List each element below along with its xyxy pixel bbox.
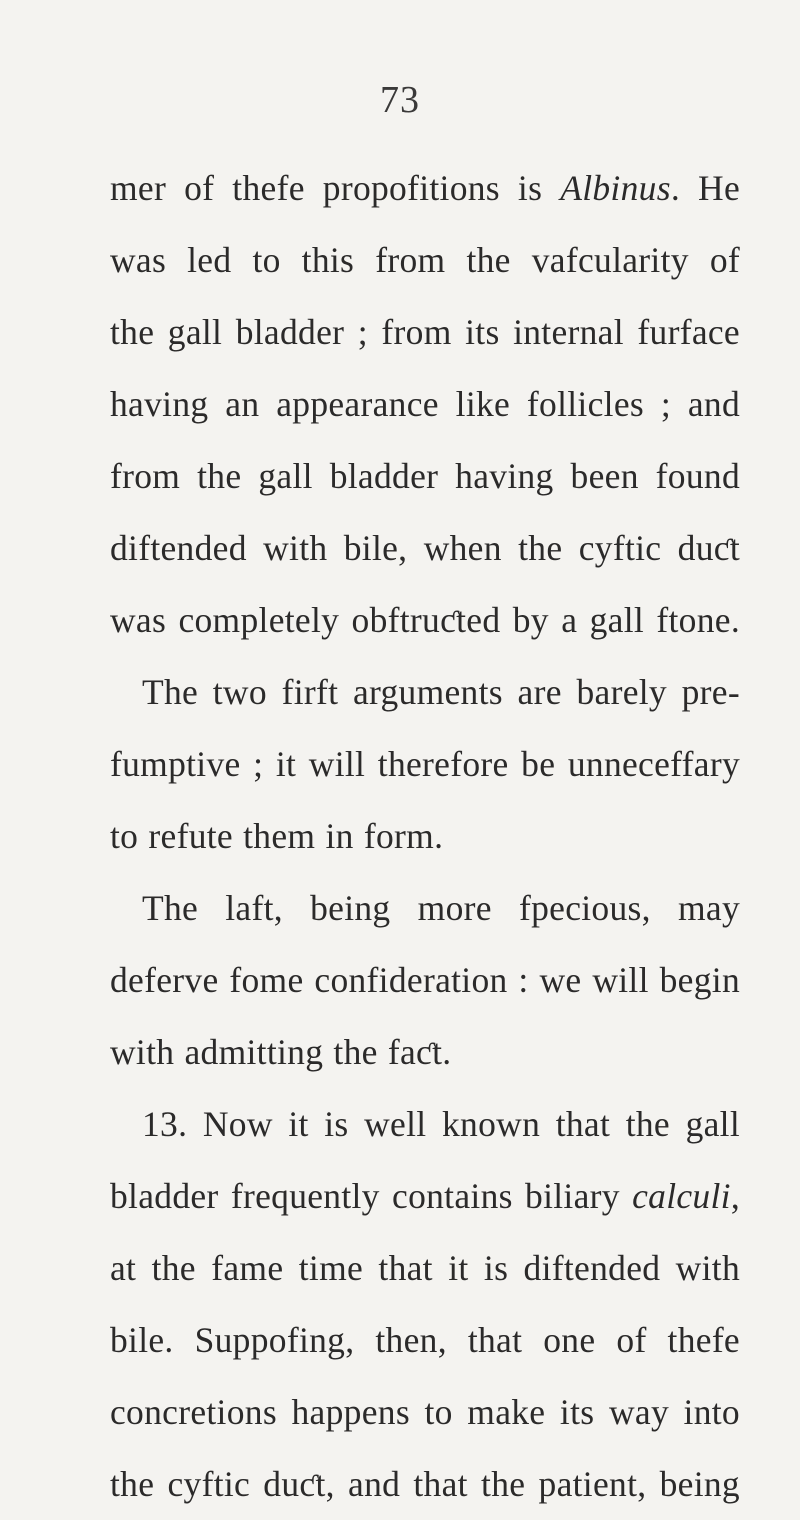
text-segment: The laft, being more fpecious, may	[142, 888, 740, 928]
text-segment: diftended with bile, when the cyftic duƈt	[110, 528, 740, 568]
text-line	[110, 1448, 740, 1520]
text-segment: to refute them in form.	[110, 816, 444, 856]
text-segment: bladder frequently contains biliary	[110, 1176, 633, 1216]
text-segment: concretions happens to make its way into	[110, 1392, 740, 1432]
text-line	[110, 800, 740, 872]
text-segment: the cyftic duƈt, and that the patient, being	[110, 1464, 740, 1504]
text-line	[110, 1016, 740, 1088]
body-text	[110, 152, 740, 1520]
text-line	[110, 1088, 740, 1160]
text-segment: ,	[730, 1176, 740, 1216]
text-segment: the gall bladder ; from its internal furface	[110, 312, 740, 352]
text-segment: was completely obftruƈted by a gall ftone.	[110, 600, 740, 640]
italic-text: calculi	[632, 1176, 731, 1216]
text-line	[110, 512, 740, 584]
text-line	[110, 1376, 740, 1448]
text-line	[110, 440, 740, 512]
text-line	[110, 584, 740, 656]
text-line	[110, 224, 740, 296]
text-line	[110, 152, 740, 224]
text-line	[110, 1232, 740, 1304]
text-line	[110, 1304, 740, 1376]
text-segment: . He	[670, 168, 740, 208]
text-segment: fumptive ; it will therefore be unneceffary	[110, 744, 740, 784]
text-segment: having an appearance like follicles ; and	[110, 384, 740, 424]
text-segment: from the gall bladder having been found	[110, 456, 740, 496]
text-line	[110, 728, 740, 800]
text-line	[110, 944, 740, 1016]
text-segment: bile. Suppofing, then, that one of thefe	[110, 1320, 740, 1360]
text-segment: with admitting the faƈt.	[110, 1032, 452, 1072]
text-line	[110, 1160, 740, 1232]
text-line	[110, 296, 740, 368]
italic-text: Albinus	[560, 168, 671, 208]
text-segment: 13. Now it is well known that the gall	[142, 1104, 740, 1144]
text-segment: at the fame time that it is diftended with	[110, 1248, 740, 1288]
text-segment: mer of thefe propofitions is	[110, 168, 561, 208]
text-segment: deferve fome confideration : we will begin	[110, 960, 740, 1000]
text-line	[110, 656, 740, 728]
text-line	[110, 872, 740, 944]
page-number: 73	[380, 79, 420, 121]
text-segment: The two firft arguments are barely pre-	[142, 672, 740, 712]
text-line	[110, 368, 740, 440]
text-segment: was led to this from the vafcularity of	[110, 240, 740, 280]
